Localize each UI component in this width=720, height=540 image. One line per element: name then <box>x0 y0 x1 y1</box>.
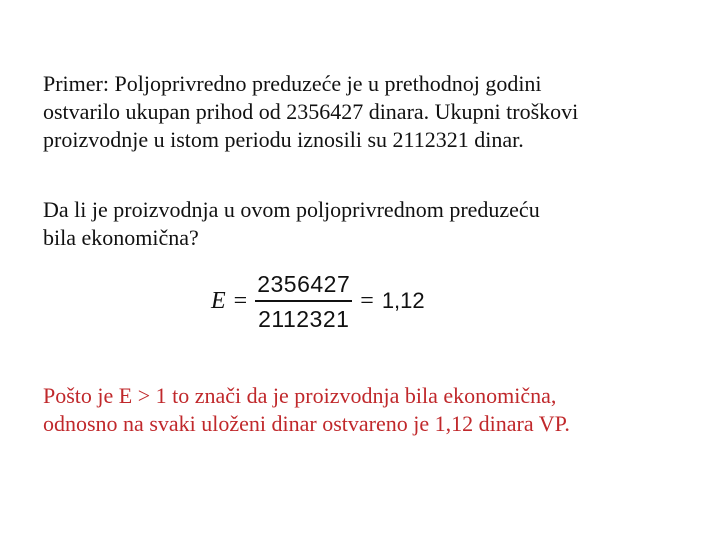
problem-line-2: ostvarilo ukupan prihod od 2356427 dinara. Ukupni troškovi <box>43 99 579 124</box>
formula-fraction <box>255 270 352 333</box>
question <box>43 196 693 252</box>
problem-statement <box>43 70 693 154</box>
problem-line-3: proizvodnje u istom periodu iznosili su 2112321 dinar. <box>43 127 524 152</box>
question-line-1: Da li je proizvodnja u ovom poljoprivrednom preduzeću <box>43 197 540 222</box>
formula-equals-sign-2: = <box>360 287 374 314</box>
fraction-bar <box>255 300 352 302</box>
conclusion <box>43 382 703 438</box>
question-line-2: bila ekonomična? <box>43 225 199 250</box>
formula-numerator: 2356427 <box>257 270 351 297</box>
conclusion-line-1: Pošto je E > 1 to znači da je proizvodnja bila ekonomična, <box>43 383 557 408</box>
economy-formula <box>211 268 425 334</box>
formula-result: 1,12 <box>381 288 425 313</box>
formula-variable: E <box>211 287 226 314</box>
formula-equals-sign: = <box>233 287 248 314</box>
conclusion-line-2: odnosno na svaki uloženi dinar ostvareno je 1,12 dinara VP. <box>43 411 570 436</box>
formula-denominator: 2112321 <box>258 305 350 332</box>
problem-line-1: Primer: Poljoprivredno preduzeće je u prethodnoj godini <box>43 71 542 96</box>
